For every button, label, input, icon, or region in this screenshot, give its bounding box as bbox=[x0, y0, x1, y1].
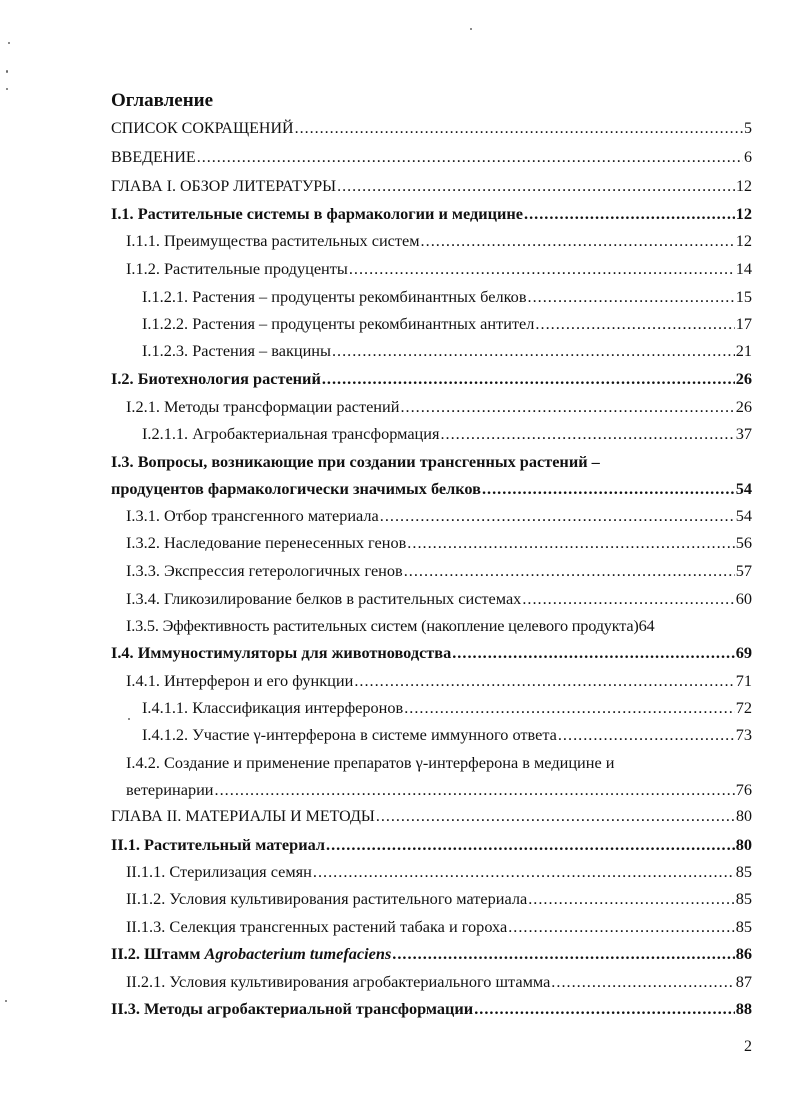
toc-leader-dots bbox=[322, 368, 735, 390]
toc-leader-dots bbox=[440, 423, 734, 445]
toc-entry-text: I.4. Иммуностимуляторы для животноводства bbox=[111, 643, 452, 662]
toc-leader-dots bbox=[508, 916, 735, 938]
toc-entry-page: 88 bbox=[735, 999, 752, 1018]
toc-entry-text: II.2.1. Условия культивирования агробактериального штамма bbox=[126, 972, 551, 991]
toc-entry-page: 21 bbox=[735, 341, 752, 360]
toc-leader-dots bbox=[452, 642, 734, 664]
toc-entry bbox=[142, 423, 752, 445]
toc-entry bbox=[126, 505, 752, 527]
toc-leader-dots bbox=[482, 478, 735, 500]
toc-entry-page: 73 bbox=[735, 725, 752, 744]
toc-entry bbox=[111, 118, 752, 140]
toc-entry-text: I.2.1. Методы трансформации растений bbox=[126, 397, 400, 416]
toc-leader-dots bbox=[551, 971, 734, 993]
toc-entry bbox=[142, 313, 752, 335]
toc-entry bbox=[111, 943, 752, 965]
toc-entry-text: I.1.2.3. Растения – вакцины bbox=[142, 341, 331, 360]
toc-entry-text: I.3.1. Отбор трансгенного материала bbox=[126, 506, 379, 525]
toc-entry-page: 54 bbox=[735, 506, 752, 525]
toc-leader-dots bbox=[332, 340, 735, 362]
toc-entry-text: I.1.2.2. Растения – продуценты рекомбинантных антител bbox=[142, 314, 535, 333]
toc-entry-text: I.4.1.1. Классификация интерферонов bbox=[142, 698, 404, 717]
scan-speck bbox=[8, 42, 10, 44]
toc-entry bbox=[142, 340, 752, 362]
toc-entry bbox=[142, 724, 752, 746]
toc-entry-text: I.3.5. Эффективность растительных систем (накопление целевого продукта) bbox=[126, 616, 639, 635]
toc-entry-text: I.3.4. Гликозилирование белков в растительных системах bbox=[126, 589, 522, 608]
toc-leader-dots bbox=[337, 176, 735, 198]
toc-entry-page: 57 bbox=[735, 561, 752, 580]
toc-entry-page: 15 bbox=[735, 287, 752, 306]
toc-leader-dots bbox=[376, 806, 735, 828]
toc-leader-dots bbox=[380, 505, 735, 527]
toc-entry bbox=[111, 368, 752, 390]
toc-entry-text: ВВЕДЕНИЕ bbox=[111, 149, 196, 166]
toc-leader-dots bbox=[524, 203, 735, 225]
toc-entry-text: I.2. Биотехнология растений bbox=[111, 369, 321, 388]
toc-entry-text: ГЛАВА I. ОБЗОР ЛИТЕРАТУРЫ bbox=[111, 178, 337, 195]
toc-leader-dots bbox=[326, 834, 735, 856]
toc-leader-dots bbox=[354, 670, 734, 692]
toc-entry-page: 85 bbox=[735, 889, 752, 908]
scan-speck bbox=[6, 70, 8, 73]
toc-entry bbox=[111, 806, 752, 828]
toc-leader-dots bbox=[474, 998, 735, 1020]
toc-entry bbox=[126, 588, 752, 610]
toc-entry-page: 17 bbox=[735, 314, 752, 333]
toc-leader-dots bbox=[295, 118, 743, 140]
toc-entry bbox=[126, 615, 752, 637]
toc-leader-dots bbox=[215, 779, 735, 801]
toc-leader-dots bbox=[407, 532, 734, 554]
toc-entry-page: 5 bbox=[744, 120, 752, 137]
page-number: 2 bbox=[744, 1038, 752, 1055]
toc-entry bbox=[126, 888, 752, 910]
toc-entry-page: 12 bbox=[735, 204, 752, 223]
toc-entry bbox=[126, 230, 752, 252]
toc-entry-page: 86 bbox=[735, 944, 752, 963]
toc-entry-text: II.3. Методы агробактериальной трансформации bbox=[111, 999, 474, 1018]
toc-entry-page: 80 bbox=[735, 835, 752, 854]
toc-entry bbox=[111, 147, 752, 169]
toc-leader-dots bbox=[313, 861, 735, 883]
toc-entry-text: продуцентов фармакологически значимых белков bbox=[111, 479, 481, 498]
toc-entry-page: 76 bbox=[735, 780, 752, 799]
toc-entry-text: ГЛАВА II. МАТЕРИАЛЫ И МЕТОДЫ bbox=[111, 808, 375, 825]
toc-leader-dots bbox=[404, 560, 735, 582]
toc-entry-page: 6 bbox=[744, 149, 752, 166]
toc-entry-text: I.3.3. Экспрессия гетерологичных генов bbox=[126, 561, 403, 580]
toc-entry-text: I.1.2.1. Растения – продуценты рекомбинантных белков bbox=[142, 287, 527, 306]
toc-title: Оглавление bbox=[111, 90, 214, 111]
toc-entry-page: 26 bbox=[735, 397, 752, 416]
toc-entry-text: ветеринарии bbox=[126, 780, 214, 799]
toc-entry bbox=[126, 916, 752, 938]
toc-entry-text: II.1. Растительный материал bbox=[111, 835, 326, 854]
toc-entry-text: I.2.1.1. Агробактериальная трансформация bbox=[142, 424, 440, 443]
toc-entry-text: СПИСОК СОКРАЩЕНИЙ bbox=[111, 120, 294, 137]
toc-entry-page: 80 bbox=[736, 808, 752, 825]
toc-entry bbox=[126, 779, 752, 801]
toc-entry-text: II.1.2. Условия культивирования растительного материала bbox=[126, 889, 528, 908]
toc-entry bbox=[126, 971, 752, 993]
toc-entry-text-italic: Agrobacterium tumefaciens bbox=[204, 944, 392, 963]
toc-entry-page: 60 bbox=[735, 589, 752, 608]
toc-leader-dots bbox=[421, 230, 735, 252]
toc-entry-page: 54 bbox=[735, 479, 752, 498]
toc-entry-page: 12 bbox=[735, 231, 752, 250]
toc-entry bbox=[111, 834, 752, 856]
toc-leader-dots bbox=[522, 588, 734, 610]
toc-entry bbox=[111, 203, 752, 225]
scan-speck bbox=[470, 28, 472, 30]
toc-entry-page: 87 bbox=[735, 972, 752, 991]
toc-entry-first-line: I.4.2. Создание и применение препаратов γ-интерферона в медицине и bbox=[126, 753, 615, 772]
toc-entry bbox=[126, 560, 752, 582]
scan-speck bbox=[5, 1000, 7, 1002]
toc-entry-page: 37 bbox=[735, 424, 752, 443]
toc-entry-text: I.3.2. Наследование перенесенных генов bbox=[126, 533, 407, 552]
toc-leader-dots bbox=[392, 943, 734, 965]
toc-entry-page: 69 bbox=[735, 643, 752, 662]
toc-entry bbox=[126, 396, 752, 418]
toc-entry bbox=[142, 286, 752, 308]
toc-entry-text bbox=[111, 943, 391, 965]
toc-entry-page: 71 bbox=[735, 671, 752, 690]
toc-entry-text: I.1.1. Преимущества растительных систем bbox=[126, 231, 420, 250]
toc-entry-text: II.1.3. Селекция трансгенных растений табака и гороха bbox=[126, 917, 508, 936]
toc-leader-dots bbox=[400, 396, 734, 418]
toc-entry bbox=[111, 998, 752, 1020]
toc-entry-text: I.1. Растительные системы в фармакологии и медицине bbox=[111, 204, 523, 223]
scan-speck bbox=[128, 718, 130, 720]
toc-entry bbox=[142, 697, 752, 719]
toc-entry-text: I.1.2. Растительные продуценты bbox=[126, 259, 348, 278]
toc-leader-dots bbox=[558, 724, 735, 746]
toc-entry bbox=[126, 861, 752, 883]
toc-leader-dots bbox=[528, 888, 735, 910]
toc-entry bbox=[126, 532, 752, 554]
toc-entry-page: 56 bbox=[735, 533, 752, 552]
toc-entry bbox=[111, 478, 752, 500]
toc-entry-text: I.4.1. Интерферон и его функции bbox=[126, 671, 354, 690]
toc-leader-dots bbox=[349, 258, 735, 280]
scan-speck bbox=[6, 88, 8, 90]
toc-entry-page: 12 bbox=[736, 178, 752, 195]
toc-entry bbox=[111, 176, 752, 198]
toc-entry-page: 85 bbox=[735, 862, 752, 881]
toc-entry-text: II.1.1. Стерилизация семян bbox=[126, 862, 312, 881]
toc-entry bbox=[111, 642, 752, 664]
toc-entry-page: 26 bbox=[735, 369, 752, 388]
toc-leader-dots bbox=[197, 147, 743, 169]
toc-entry bbox=[126, 670, 752, 692]
toc-entry-first-line: I.3. Вопросы, возникающие при создании трансгенных растений – bbox=[111, 452, 600, 471]
toc-entry-text-prefix: II.2. Штамм bbox=[111, 944, 205, 963]
toc-entry-text: I.4.1.2. Участие γ-интерферона в системе иммунного ответа bbox=[142, 725, 557, 744]
toc-leader-dots bbox=[535, 313, 734, 335]
toc-leader-dots bbox=[404, 697, 735, 719]
toc-entry-page: 64 bbox=[638, 616, 655, 635]
toc-entry-page: 14 bbox=[735, 259, 752, 278]
toc-entry-page: 72 bbox=[735, 698, 752, 717]
toc-leader-dots bbox=[528, 286, 735, 308]
toc-entry-page: 85 bbox=[735, 917, 752, 936]
toc-entry bbox=[126, 258, 752, 280]
